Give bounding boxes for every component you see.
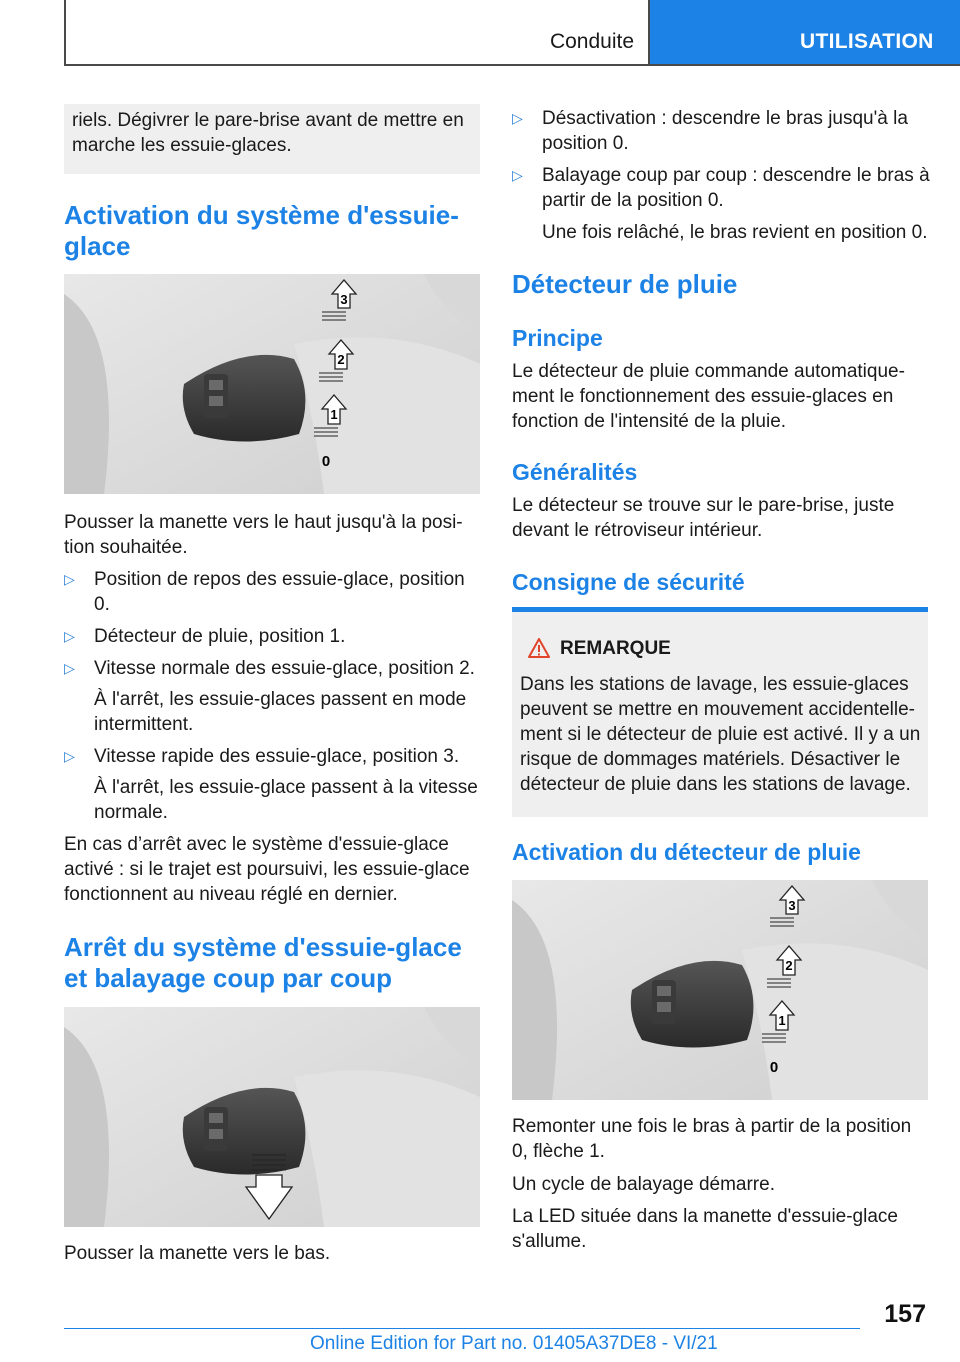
bullet-note-line1: À l'arrêt, les essuie-glaces passent en mode: [94, 689, 467, 710]
bullet-text-cont: 0.: [94, 594, 110, 615]
generalites-text-line2: devant le rétroviseur intérieur.: [512, 520, 763, 541]
bullet-note-line2: normale.: [94, 802, 168, 823]
principe-text-line3: fonction de l'intensité de la pluie.: [512, 411, 787, 432]
stop-text-line2: activé : si le trajet est poursuivi, les essuie-glace: [64, 859, 470, 880]
rain-sensor-stalk-illustration: [512, 880, 928, 1100]
footer-rule: [64, 1328, 860, 1329]
header-rule: [64, 64, 960, 66]
label-position-0: 0: [769, 1059, 779, 1076]
heading-consigne-securite: Consigne de sécurité: [512, 569, 745, 595]
bullet-text: Désactivation : descendre le bras jusqu'à la: [542, 108, 908, 129]
remarque-text-line3: ment si le détecteur de pluie est activé. Il y a un: [520, 724, 921, 745]
push-down-text: Pousser la manette vers le bas.: [64, 1243, 331, 1264]
heading-principe: Principe: [512, 325, 603, 351]
led-text-line1: La LED située dans la manette d'essuie-glace: [512, 1206, 898, 1227]
page-number: 157: [884, 1300, 926, 1328]
intro-note-text: riels. Dégivrer le pare-brise avant de mettre en marche les essuie-glaces.: [72, 110, 464, 156]
label-arrow-2: 2: [337, 352, 345, 367]
header-section-box: [66, 0, 650, 64]
bullet-text: Position de repos des essuie-glace, position: [94, 569, 465, 590]
bullet-note-line1: Une fois relâché, le bras revient en position 0.: [542, 222, 928, 243]
heading-detecteur-pluie: Détecteur de pluie: [512, 269, 738, 299]
remarque-text-line4: risque de dommages matériels. Désactiver le: [520, 749, 901, 770]
heading-arret-line2: et balayage coup par coup: [64, 963, 392, 993]
remarque-title: REMARQUE: [560, 638, 671, 659]
intro-note-box: [64, 104, 480, 174]
wiper-stalk-up-illustration: [64, 274, 480, 494]
warning-triangle-icon: [528, 638, 550, 658]
bullet-text: Vitesse normale des essuie-glace, position 2.: [94, 658, 475, 679]
principe-text-line2: ment le fonctionnement des essuie-glaces en: [512, 386, 894, 407]
stop-text-line1: En cas d’arrêt avec le système d'essuie-glace: [64, 834, 449, 855]
label-arrow-1: 1: [778, 1013, 786, 1028]
header-chapter-label: UTILISATION: [800, 30, 934, 53]
cycle-text: Un cycle de balayage démarre.: [512, 1174, 775, 1195]
bullet-text-cont: position 0.: [542, 133, 629, 154]
bullet-note-line1: À l'arrêt, les essuie-glace passent à la vitesse: [94, 777, 478, 798]
stop-text-line3: fonctionnent au niveau réglé en dernier.: [64, 884, 398, 905]
heading-arret-line1: Arrêt du système d'essuie-glace: [64, 932, 462, 962]
bullet-triangle-icon: ▷: [64, 748, 75, 764]
bullet-triangle-icon: ▷: [512, 167, 523, 183]
remarque-text-line5: détecteur de pluie dans les stations de lavage.: [520, 774, 911, 795]
remonter-text-line2: 0, flèche 1.: [512, 1141, 605, 1162]
heading-activation-detecteur: Activation du détecteur de pluie: [512, 839, 861, 865]
wiper-stalk-down-illustration: [64, 1007, 480, 1227]
led-text-line2: s'allume.: [512, 1231, 587, 1252]
push-up-text-line1: Pousser la manette vers le haut jusqu'à la posi-: [64, 512, 463, 533]
remarque-text-line1: Dans les stations de lavage, les essuie-glaces: [520, 674, 909, 695]
bullet-text: Détecteur de pluie, position 1.: [94, 626, 346, 647]
label-arrow-1: 1: [330, 407, 338, 422]
label-arrow-3: 3: [340, 292, 348, 307]
push-up-text-line2: tion souhaitée.: [64, 537, 188, 558]
header-section-label: Conduite: [549, 30, 634, 53]
bullet-text-cont: partir de la position 0.: [542, 190, 724, 211]
bullet-triangle-icon: ▷: [64, 660, 75, 676]
label-position-0: 0: [321, 453, 331, 470]
bullet-text: Vitesse rapide des essuie-glace, position 3.: [94, 746, 460, 767]
remarque-text-line2: peuvent se mettre en mouvement accidentelle-: [520, 699, 915, 720]
remonter-text-line1: Remonter une fois le bras à partir de la position: [512, 1116, 912, 1137]
heading-activation-line2: glace: [64, 231, 131, 261]
bullet-triangle-icon: ▷: [64, 628, 75, 644]
principe-text-line1: Le détecteur de pluie commande automatique-: [512, 361, 905, 382]
remarque-box: [512, 607, 928, 817]
bullet-text: Balayage coup par coup : descendre le bras à: [542, 165, 930, 186]
label-arrow-2: 2: [785, 958, 793, 973]
heading-activation-line1: Activation du système d'essuie-: [64, 200, 459, 230]
label-arrow-3: 3: [788, 898, 796, 913]
bullet-note-line2: intermittent.: [94, 714, 194, 735]
generalites-text-line1: Le détecteur se trouve sur le pare-brise, juste: [512, 495, 895, 516]
heading-generalites: Généralités: [512, 459, 638, 485]
bullet-triangle-icon: ▷: [512, 110, 523, 126]
footer-edition: Online Edition for Part no. 01405A37DE8 - VI/21: [310, 1333, 718, 1354]
header-chapter-tab: [650, 0, 960, 66]
bullet-triangle-icon: ▷: [64, 571, 75, 587]
